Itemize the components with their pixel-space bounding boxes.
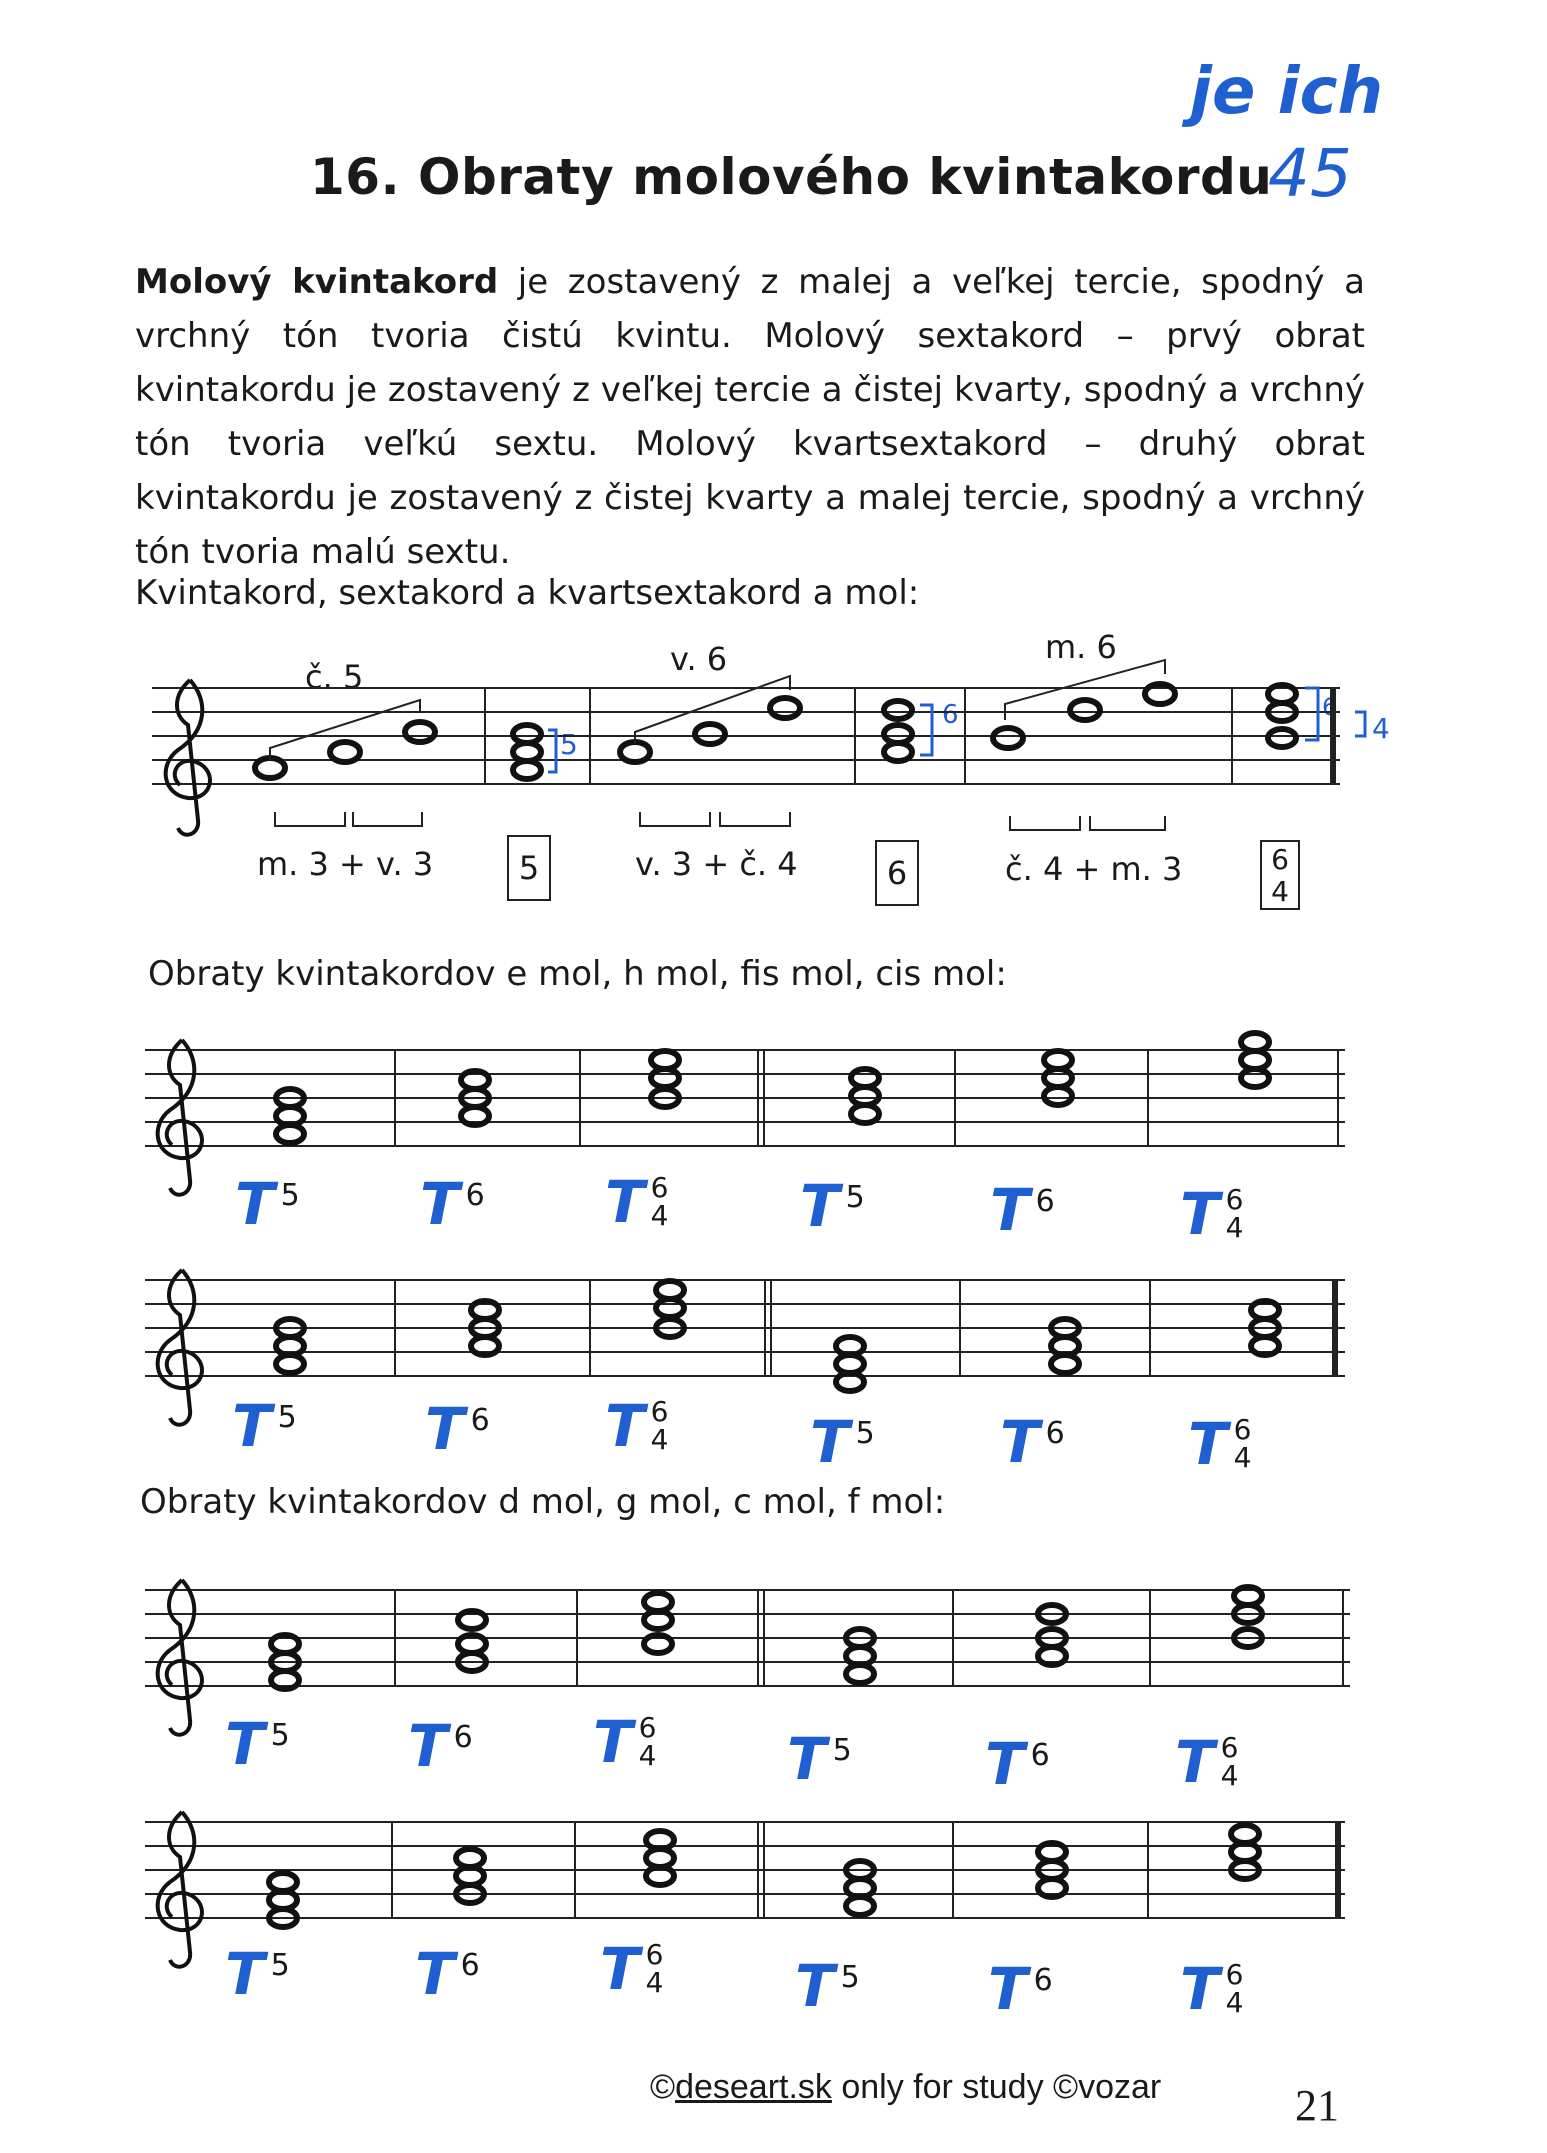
hand-mark: 4 <box>1372 712 1390 745</box>
t-figure-five <box>795 1952 860 2020</box>
intro-bold-term: Molový kvintakord <box>135 262 499 302</box>
t-figure-six <box>415 1940 480 2008</box>
frac-top: 6 <box>1225 1183 1244 1216</box>
t-figure-six-four <box>1180 1955 1243 2023</box>
figure-number: 5 <box>845 1180 865 1215</box>
figure-number: 6 <box>460 1948 480 1983</box>
t-figure-five <box>235 1170 300 1238</box>
frac-top: 6 <box>638 1711 657 1744</box>
frac-bottom: 4 <box>1233 1441 1252 1474</box>
t-symbol: T <box>232 1392 272 1460</box>
t-symbol: T <box>1188 1410 1228 1478</box>
page-number: 21 <box>1295 2081 1339 2130</box>
frac-bottom: 4 <box>650 1423 669 1456</box>
t-symbol: T <box>795 1952 835 2020</box>
notes-staff-3 <box>276 1281 1279 1391</box>
staff-d-g-minor <box>145 1590 1350 1686</box>
staff-c-f-minor <box>145 1822 1345 1918</box>
t-symbol: T <box>408 1712 448 1780</box>
page-title: 16. Obraty molového kvintakordu <box>310 148 1273 206</box>
t-symbol: T <box>425 1395 465 1463</box>
copyright-symbol: © <box>650 2068 676 2106</box>
figure-fraction <box>1225 1958 1244 2019</box>
figure-number: 6 <box>470 1403 490 1438</box>
notes-staff-a-minor <box>255 684 1296 779</box>
t-symbol: T <box>787 1725 827 1793</box>
section2-caption: Obraty kvintakordov e mol, h mol, fis mol, cis mol: <box>148 954 1007 994</box>
hand-mark: 6 <box>1322 693 1338 721</box>
t-figure-six <box>1000 1408 1065 1476</box>
footer-site-link[interactable]: deseart.sk <box>675 2068 832 2106</box>
frac-bottom: 4 <box>1220 1759 1239 1792</box>
t-figure-six <box>990 1176 1055 1244</box>
figure-fraction <box>1225 1183 1244 1244</box>
t-symbol: T <box>985 1730 1025 1798</box>
figure-number: 6 <box>465 1178 485 1213</box>
figure-number: 5 <box>840 1960 860 1995</box>
t-figure-six-four <box>1188 1410 1251 1478</box>
figure-number: 6 <box>1030 1738 1050 1773</box>
t-symbol: T <box>605 1168 645 1236</box>
figure-fraction <box>645 1938 664 1999</box>
interval-bottom-label: m. 3 + v. 3 <box>257 845 434 883</box>
staff-e-h-minor <box>145 1050 1345 1146</box>
handwritten-number: 45 <box>1268 135 1352 212</box>
interval-top-label: č. 5 <box>305 658 364 696</box>
t-figure-six-four <box>1175 1728 1238 1796</box>
t-symbol: T <box>225 1710 265 1778</box>
treble-clef-icon <box>158 1040 202 1195</box>
treble-clef-icon <box>166 680 210 835</box>
t-symbol: T <box>415 1940 455 2008</box>
t-symbol: T <box>1175 1728 1215 1796</box>
figure-number: 5 <box>832 1733 852 1768</box>
frac-top: 6 <box>1220 1731 1239 1764</box>
figure-number: 6 <box>453 1720 473 1755</box>
frac-top: 6 <box>645 1938 664 1971</box>
t-figure-five <box>810 1408 875 1476</box>
figure-number: 6 <box>1045 1416 1065 1451</box>
staff-fis-cis-minor <box>145 1280 1345 1376</box>
t-symbol: T <box>420 1170 460 1238</box>
figure-fraction <box>650 1171 669 1232</box>
footer-rest: only for study ©vozar <box>831 2068 1162 2106</box>
figure-number: 5 <box>270 1718 290 1753</box>
frac-top: 6 <box>650 1171 669 1204</box>
t-figure-five <box>225 1710 290 1778</box>
t-symbol: T <box>235 1170 275 1238</box>
interval-bottom-label: č. 4 + m. 3 <box>1005 850 1183 888</box>
figure-number: 5 <box>855 1416 875 1451</box>
frac-top: 6 <box>650 1395 669 1428</box>
frac-bottom: 4 <box>650 1199 669 1232</box>
figure-number: 5 <box>280 1178 300 1213</box>
frac-bottom: 4 <box>1225 1986 1244 2019</box>
t-symbol: T <box>1180 1180 1220 1248</box>
t-figure-six-four <box>605 1168 668 1236</box>
frac-top: 6 <box>1233 1413 1252 1446</box>
frac-bottom: 4 <box>638 1739 657 1772</box>
t-figure-six <box>985 1730 1050 1798</box>
footer-copyright <box>650 2068 1161 2107</box>
t-figure-six <box>425 1395 490 1463</box>
interval-top-label: m. 6 <box>1045 628 1117 666</box>
t-figure-five <box>787 1725 852 1793</box>
figure-number: 5 <box>270 1948 290 1983</box>
frac-top: 6 <box>1225 1958 1244 1991</box>
interval-top-label: v. 6 <box>670 640 728 678</box>
frac-bottom: 4 <box>1225 1211 1244 1244</box>
treble-clef-icon <box>158 1812 202 1967</box>
t-symbol: T <box>988 1955 1028 2023</box>
box-figure-five: 5 <box>507 835 551 901</box>
box-figure-six: 6 <box>875 840 919 906</box>
treble-clef-icon <box>158 1580 202 1735</box>
t-figure-six-four <box>1180 1180 1243 1248</box>
section1-caption: Kvintakord, sextakord a kvartsextakord a mol: <box>135 573 920 613</box>
interval-bottom-label: v. 3 + č. 4 <box>635 845 798 883</box>
t-figure-six <box>420 1170 485 1238</box>
figure-number: 6 <box>1035 1184 1055 1219</box>
t-symbol: T <box>600 1935 640 2003</box>
figure-number: 6 <box>1033 1963 1053 1998</box>
t-symbol: T <box>605 1392 645 1460</box>
t-figure-five <box>225 1940 290 2008</box>
t-symbol: T <box>810 1408 850 1476</box>
t-figure-six-four <box>600 1935 663 2003</box>
t-figure-six <box>408 1712 473 1780</box>
t-symbol: T <box>225 1940 265 2008</box>
box-frac-bottom: 4 <box>1271 875 1289 908</box>
t-symbol: T <box>1180 1955 1220 2023</box>
hand-mark: 5 <box>560 728 578 761</box>
t-figure-six-four <box>593 1708 656 1776</box>
figure-fraction <box>1220 1731 1239 1792</box>
t-figure-five <box>800 1172 865 1240</box>
box-frac-top: 6 <box>1271 843 1289 876</box>
t-symbol: T <box>990 1176 1030 1244</box>
t-figure-six-four <box>605 1392 668 1460</box>
figure-fraction <box>650 1395 669 1456</box>
t-figure-six <box>988 1955 1053 2023</box>
handwritten-note: je ich <box>1190 55 1384 129</box>
t-symbol: T <box>593 1708 633 1776</box>
intro-text: je zostavený z malej a veľkej tercie, spodný a vrchný tón tvoria čistú kvintu. Molový sextakord – prvý obrat kvintakordu je zostavený z veľkej tercie a čistej kvarty, spodný a vrchný tón tvoria veľkú sextu. Molový kvartsextakord – druhý obrat kvintakordu je zostavený z čistej kvarty a malej tercie, spodný a vrchný tón tvoria malú sextu. <box>135 262 1365 572</box>
section3-caption: Obraty kvintakordov d mol, g mol, c mol, f mol: <box>140 1482 946 1522</box>
treble-clef-icon <box>158 1270 202 1425</box>
frac-bottom: 4 <box>645 1966 664 1999</box>
t-symbol: T <box>1000 1408 1040 1476</box>
t-figure-five <box>232 1392 297 1460</box>
t-symbol: T <box>800 1172 840 1240</box>
figure-fraction <box>638 1711 657 1772</box>
figure-fraction <box>1233 1413 1252 1474</box>
hand-mark: 6 <box>942 700 959 730</box>
figure-number: 5 <box>277 1400 297 1435</box>
